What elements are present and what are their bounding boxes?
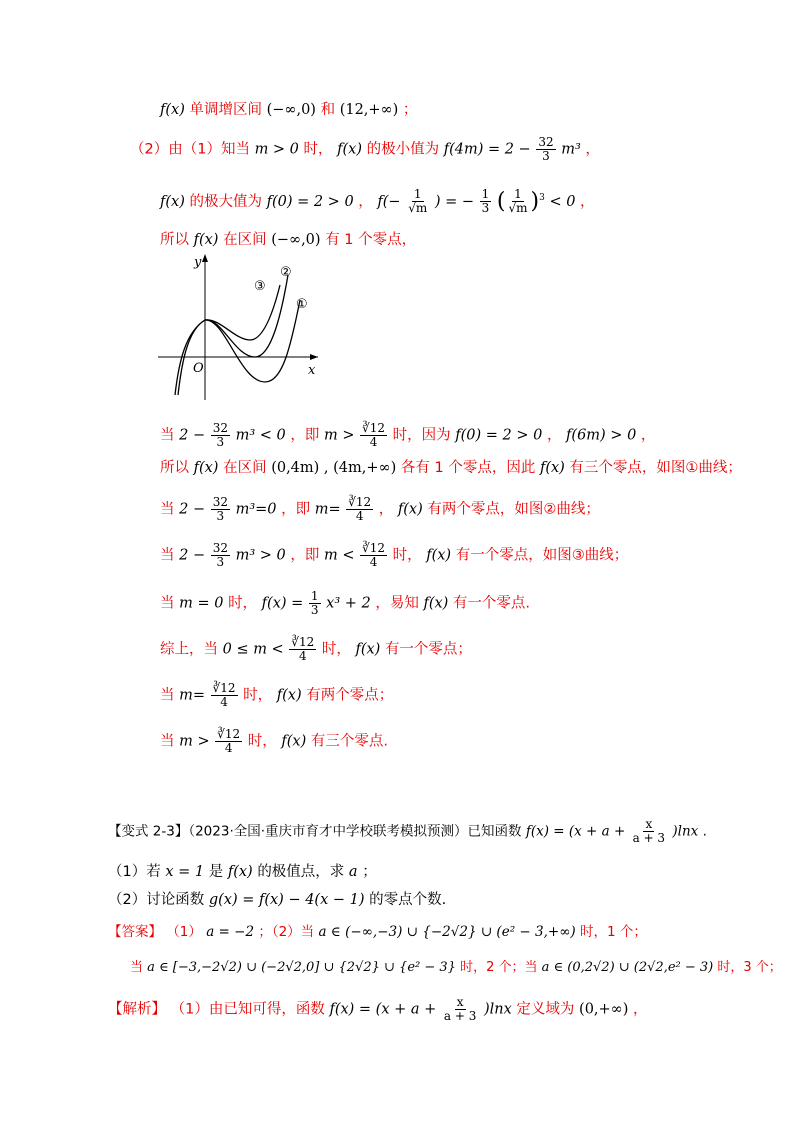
y-axis-arrow — [202, 254, 208, 262]
text: 所以 — [160, 232, 189, 248]
fraction: $\frac{32}{3}$ — [212, 421, 228, 449]
math-fx: f(x) — [337, 141, 362, 158]
text: ， — [580, 193, 595, 210]
text: 单调增区间 — [189, 102, 262, 118]
math-fx: f(x) — [160, 102, 185, 118]
x-axis-label: x — [308, 363, 316, 378]
fraction: $\frac{1}{√m}$ — [408, 187, 428, 216]
math-eq: ) = − — [434, 193, 475, 210]
curve-1 — [205, 300, 300, 382]
fraction: $\frac{32}{3}$ — [538, 135, 554, 163]
curve-3 — [205, 285, 280, 340]
line-one-zero — [160, 230, 416, 250]
text: ， — [358, 193, 373, 210]
line-part2-min — [130, 136, 600, 163]
math-interval: (12,+∞) — [339, 102, 399, 118]
text: 当 — [160, 427, 175, 444]
text: 和 — [320, 102, 336, 118]
math-fx: f(x) — [160, 193, 185, 210]
line-summary-2: 当 m= $\frac{∛12}{4}$ 时， f(x) 有两个零点； — [160, 681, 394, 709]
question-1: （1）若 x = 1 是 f(x) 的极值点，求 a ； — [108, 864, 377, 880]
text: 的极大值为 — [189, 193, 262, 210]
line-increasing-intervals — [160, 100, 417, 120]
y-axis-label: y — [194, 255, 202, 270]
text: （2）由（1）知当 — [130, 141, 250, 158]
text: 的极小值为 — [366, 141, 440, 158]
answer-line-1: 【答案】 （1） a = −2 ；（2）当 a ∈ (−∞,−3) ∪ {−2√2} ∪ (e² − 3,+∞) 时，1 个； — [108, 924, 647, 940]
text: 时， — [303, 141, 333, 158]
fraction: $\frac{∛12}{4}$ — [362, 421, 386, 449]
text: ， — [640, 427, 656, 444]
label-curve-2: ② — [280, 265, 292, 280]
text: ，即 — [290, 427, 320, 444]
variant-heading: 【变式 2-3】（2023·全国·重庆市育才中学校联考模拟预测）已知函数 f(x) = (x + a + $\frac{x}{a + 3}$ )lnx . — [108, 817, 707, 845]
line-m-zero: 当 m = 0 时， f(x) = $\frac{1}{3}$ x³ + 2 ，易知 f(x) 有一个零点. — [160, 589, 531, 617]
math-f0: f(0) = 2 > 0 — [266, 193, 354, 210]
function-graph — [150, 250, 330, 410]
line-summary-1: 综上，当 0 ≤ m < $\frac{∛12}{4}$ 时， f(x) 有一个零点； — [160, 635, 472, 663]
text: ， — [585, 141, 600, 158]
label-curve-3: ③ — [254, 279, 266, 294]
math-fneg: f(− — [377, 193, 401, 210]
curve-2 — [205, 275, 288, 357]
line-one-zero-case3: 当 2 − $\frac{32}{3}$ m³ > 0 ，即 m < $\frac{∛12}{4}$ 时， f(x) 有一个零点，如图③曲线； — [160, 541, 629, 569]
text: 有 1 个零点， — [325, 232, 417, 248]
fraction: $\frac{1}{√m}$ — [508, 187, 528, 216]
answer-line-2: 当 a ∈ [−3,−2√2) ∪ (−2√2,0] ∪ {2√2} ∪ {e² − 3} 时，2 个；当 a ∈ (0,2√2) ∪ (2√2,e² − 3) 时，3 个； — [130, 960, 782, 975]
line-case-three-zeros: 当 2 − $\frac{32}{3}$ m³ < 0 ，即 m > $\frac{∛12}{4}$ 时，因为 f(0) = 2 > 0 ， f(6m) > 0 ， — [160, 421, 656, 449]
line-summary-3: 当 m > $\frac{∛12}{4}$ 时， f(x) 有三个零点. — [160, 727, 388, 755]
math-f4m: f(4m) = 2 − — [443, 141, 531, 158]
label-curve-1: ① — [296, 297, 308, 312]
line-max-value: f(x) 的极大值为 f(0) = 2 > 0 ， f(− $\frac{1}{√m}$ ) = − $\frac{1}{3}$ ( $\frac{1}{√m}$ )$^3$ < 0 ， — [160, 187, 595, 216]
line-three-zeros: 所以 f(x) 在区间 (0,4m) , (4m,+∞) 各有 1 个零点，因此 f(x) 有三个零点，如图①曲线； — [160, 460, 742, 476]
math-interval: (−∞,0) — [266, 102, 316, 118]
fraction: $\frac{1}{3}$ — [481, 187, 490, 216]
math-fx: f(x) — [193, 232, 219, 248]
line-two-zeros: 当 2 − $\frac{32}{3}$ m³=0 ，即 m= $\frac{∛12}{4}$ ， f(x) 有两个零点，如图②曲线； — [160, 495, 600, 523]
x-axis-arrow — [310, 354, 318, 360]
text: 时，因为 — [392, 427, 451, 444]
solution-line: 【解析】 （1）由已知可得，函数 f(x) = (x + a + $\frac{x}{a + 3}$ )lnx 定义域为 (0,+∞) ， — [108, 995, 648, 1023]
text: ； — [402, 102, 418, 118]
text: ， — [546, 427, 562, 444]
math-interval: (−∞,0) — [271, 232, 321, 248]
question-2: （2）讨论函数 g(x) = f(x) − 4(x − 1) 的零点个数. — [108, 892, 447, 908]
math-m-pos: m > 0 — [254, 141, 299, 158]
math-m3: m³ — [561, 141, 581, 158]
math-lt0: < 0 — [549, 193, 576, 210]
text: 在区间 — [223, 232, 267, 248]
origin-label: O — [193, 361, 204, 376]
